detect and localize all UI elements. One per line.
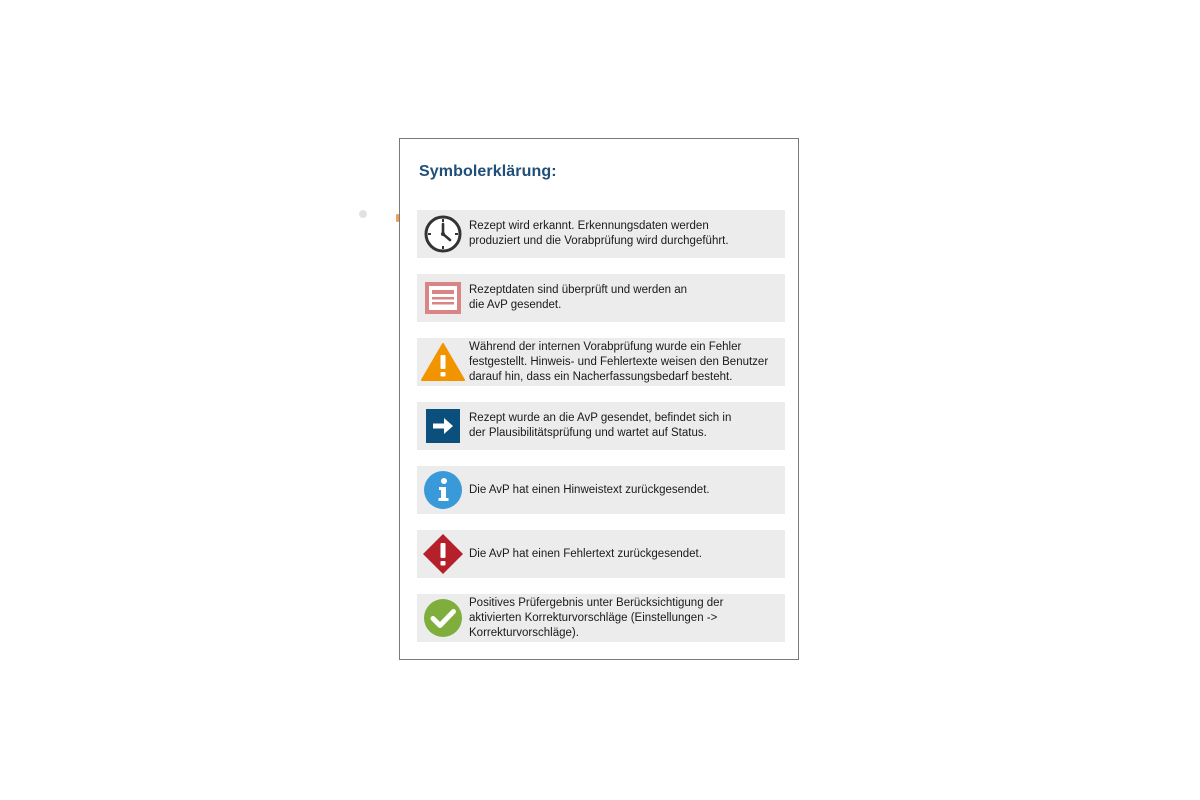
error-diamond-icon	[417, 530, 469, 578]
legend-item-text: Positives Prüfergebnis unter Berücksichtigung der aktivierten Korrekturvorschläge (Einstellungen -> Korrekturvorschläge).	[469, 596, 724, 639]
legend-title: Symbolerklärung:	[419, 163, 557, 180]
checkmark-icon	[417, 594, 469, 642]
legend-item-document	[417, 274, 785, 322]
legend-item-info	[417, 466, 785, 514]
legend-item-check	[417, 594, 785, 642]
legend-item-arrow	[417, 402, 785, 450]
legend-item-text: Rezept wurde an die AvP gesendet, befindet sich in der Plausibilitätsprüfung und wartet auf Status.	[469, 412, 732, 439]
document-icon	[417, 274, 469, 322]
legend-item-warning	[417, 338, 785, 386]
clock-icon	[417, 210, 469, 258]
info-icon	[417, 466, 469, 514]
legend-item-text: Rezept wird erkannt. Erkennungsdaten werden produziert und die Vorabprüfung wird durchgeführt.	[469, 220, 729, 247]
legend-item-text: Die AvP hat einen Hinweistext zurückgesendet.	[469, 483, 710, 496]
decorative-dot	[359, 210, 367, 218]
symbol-legend-panel	[399, 138, 799, 660]
warning-icon	[417, 338, 469, 386]
arrow-right-icon	[417, 402, 469, 450]
legend-item-error	[417, 530, 785, 578]
legend-item-clock	[417, 210, 785, 258]
legend-item-text: Rezeptdaten sind überprüft und werden an die AvP gesendet.	[469, 284, 688, 311]
legend-item-text: Die AvP hat einen Fehlertext zurückgesendet.	[469, 547, 702, 560]
legend-item-text: Während der internen Vorabprüfung wurde ein Fehler festgestellt. Hinweis- und Fehlertexte weisen den Benutzer darauf hin, dass ein Nacherfassungsbedarf besteht.	[469, 340, 769, 383]
